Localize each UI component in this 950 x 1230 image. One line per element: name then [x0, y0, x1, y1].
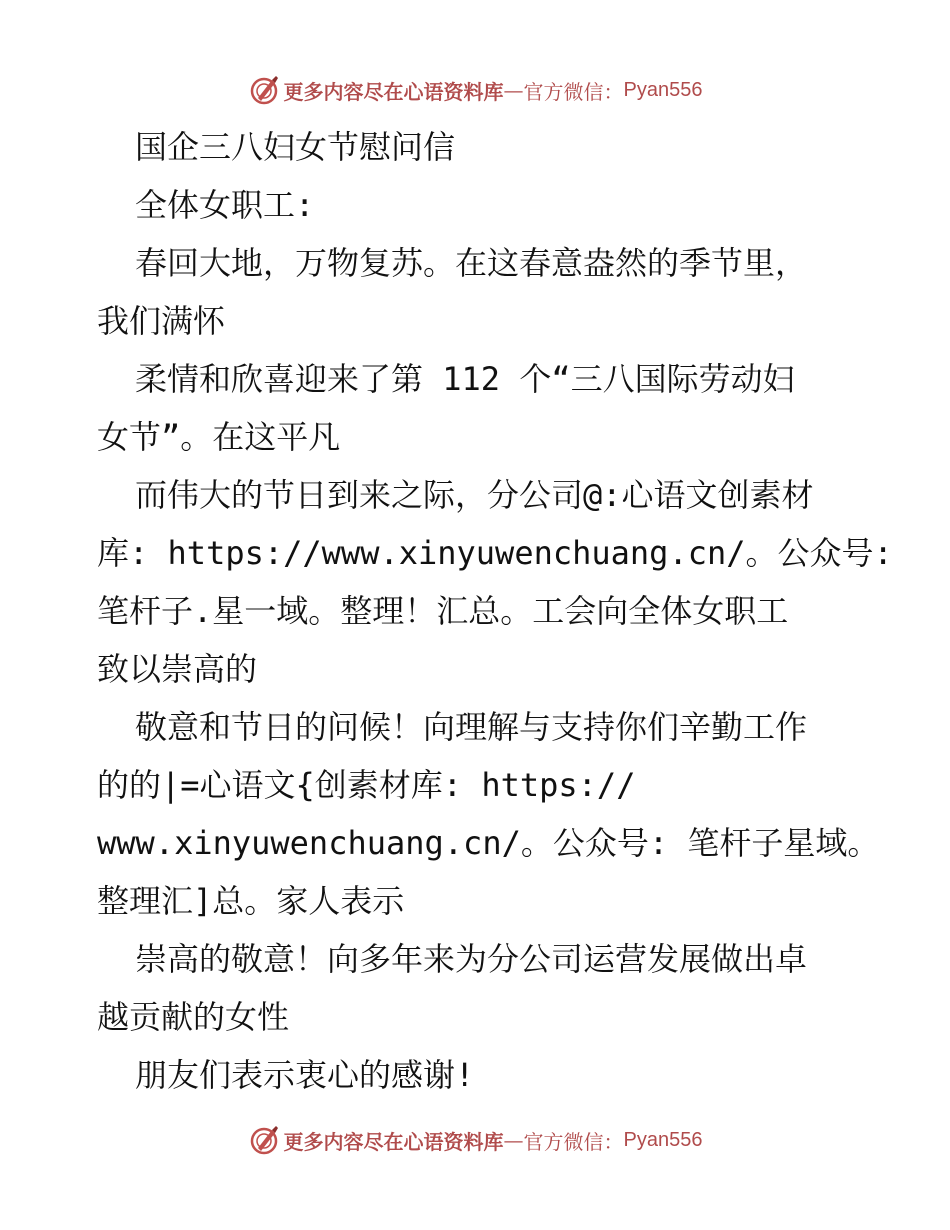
watermark-contact-label: 官方微信：	[523, 1129, 624, 1154]
body-line: 笔杆子.星一域。整理！汇总。工会向全体女职工	[97, 592, 789, 630]
watermark-footer	[0, 1120, 950, 1160]
body-line: 朋友们表示衷心的感谢!	[135, 1056, 475, 1094]
body-line: 我们满怀	[97, 302, 226, 340]
body-line: 敬意和节日的问候！向理解与支持你们辛勤工作	[135, 708, 808, 746]
body-line: www.xinyuwenchuang.cn/。公众号: 笔杆子星域。	[97, 824, 880, 862]
watermark-dash: —	[503, 78, 524, 102]
watermark-contact-id: Pyan556	[623, 78, 703, 101]
body-line: 女节”。在这平凡	[97, 418, 341, 456]
watermark-site-text: 更多内容尽在心语资料库	[283, 1129, 504, 1154]
letter-salutation: 全体女职工:	[135, 186, 315, 224]
body-line: 致以崇高的	[97, 650, 258, 688]
letter-body	[97, 118, 893, 1104]
letter-title: 国企三八妇女节慰问信	[135, 128, 456, 166]
body-line: 春回大地，万物复苏。在这春意盎然的季节里，	[135, 244, 808, 282]
watermark-header	[0, 70, 950, 110]
body-line: 而伟大的节日到来之际，分公司@:心语文创素材	[135, 476, 814, 514]
pen-circle-logo-icon	[248, 1124, 280, 1156]
pen-circle-logo-icon	[248, 74, 280, 106]
body-line: 库: https://www.xinyuwenchuang.cn/。公众号:	[97, 534, 893, 572]
body-line: 崇高的敬意！向多年来为分公司运营发展做出卓	[135, 940, 808, 978]
body-line: 整理汇]总。家人表示	[97, 882, 405, 920]
watermark-contact-id: Pyan556	[623, 1128, 703, 1151]
body-line: 柔情和欣喜迎来了第 112 个“三八国际劳动妇	[135, 360, 795, 398]
body-line: 越贡献的女性	[97, 998, 290, 1036]
watermark-dash: —	[503, 1128, 524, 1152]
watermark-contact-label: 官方微信：	[523, 79, 624, 104]
watermark-site-text: 更多内容尽在心语资料库	[283, 79, 504, 104]
body-line: 的的|=心语文{创素材库: https://	[97, 766, 636, 804]
